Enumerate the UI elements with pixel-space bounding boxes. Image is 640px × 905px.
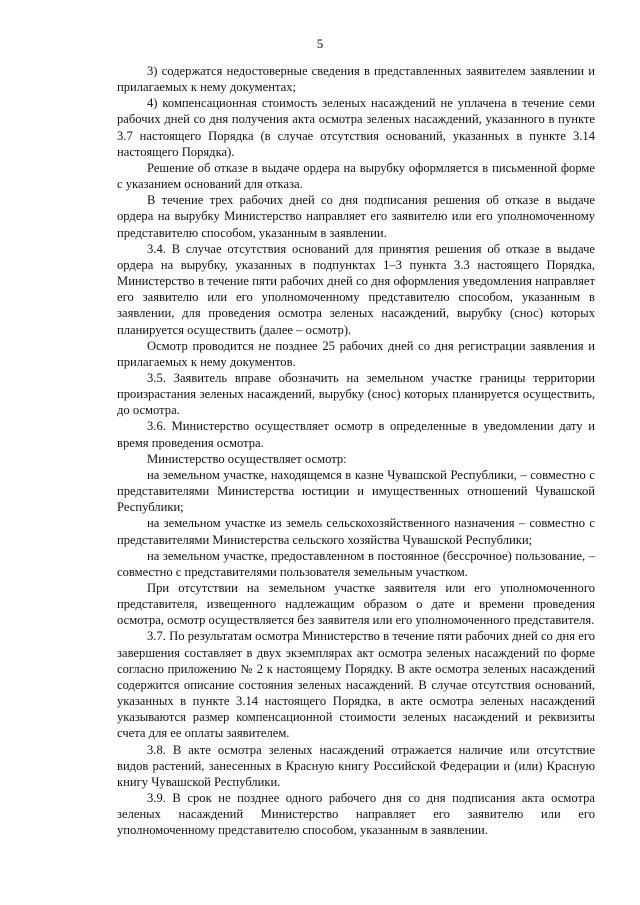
- paragraph: на земельном участке, предоставленном в постоянное (бессрочное) пользование, – совместно с представителями пользователя земельным участком.: [117, 548, 595, 579]
- page-number: 5: [316, 36, 324, 51]
- paragraph: При отсутствии на земельном участке заявителя или его уполномоченного представителя, извещенного надлежащим образом о дате и времени проведения осмотра, осмотр осуществляется без заявителя или его уполномоченного представителя.: [117, 581, 595, 628]
- body-text: [117, 63, 595, 839]
- paragraph: В течение трех рабочих дней со дня подписания решения об отказе в выдаче ордера на вырубку Министерство направляет его заявителю или его уполномоченному представителю способом, указанным в заявлении.: [117, 193, 595, 240]
- paragraph: 3.7. По результатам осмотра Министерство в течение пяти рабочих дней со дня его завершения составляет в двух экземплярах акт осмотра зеленых насаждений по форме согласно приложению № 2 к настоящему Порядку. В акте осмотра зеленых насаждений содержится описание состояния зеленых насаждений. В случае отсутствия оснований, указанных в пункте 3.14 настоящего Порядка, в акте осмотра зеленых насаждений указываются размер компенсационной стоимости зеленых насаждений и реквизиты счета для ее оплаты заявителем.: [117, 629, 595, 741]
- paragraph: Министерство осуществляет осмотр:: [147, 451, 347, 466]
- paragraph: 3) содержатся недостоверные сведения в представленных заявителем заявлении и прилагаемых к нему документах;: [117, 64, 595, 95]
- paragraph: 3.8. В акте осмотра зеленых насаждений отражается наличие или отсутствие видов растений, занесенных в Красную книгу Российской Федерации и (или) Красную книгу Чувашской Республики.: [117, 742, 595, 789]
- paragraph: 3.9. В срок не позднее одного рабочего дня со дня подписания акта осмотра зеленых насаждений Министерство направляет его заявителю или его уполномоченному представителю способом, указанным в заявлении.: [117, 791, 595, 838]
- paragraph: Осмотр проводится не позднее 25 рабочих дней со дня регистрации заявления и прилагаемых к нему документов.: [117, 338, 595, 369]
- paragraph: 3.6. Министерство осуществляет осмотр в определенные в уведомлении дату и время проведения осмотра.: [117, 419, 595, 450]
- paragraph: 4) компенсационная стоимость зеленых насаждений не уплачена в течение семи рабочих дней со дня получения акта осмотра зеленых насаждений, указанного в пункте 3.7 настоящего Порядка (в случае отсутствия оснований, указанных в пункте 3.14 настоящего Порядка).: [117, 96, 595, 159]
- paragraph: на земельном участке, находящемся в казне Чувашской Республики, – совместно с представителями Министерства юстиции и имущественных отношений Чувашской Республики;: [117, 467, 595, 515]
- paragraph: 3.4. В случае отсутствия оснований для принятия решения об отказе в выдаче ордера на вырубку, указанных в подпунктах 1–3 пункта 3.3 настоящего Порядка, Министерство в течение пяти рабочих дней со дня оформления уведомления направляет его заявителю или его уполномоченному представителю способом, указанным в заявлении, для проведения осмотра зеленых насаждений, вырубку (снос) которых планируется осуществить (далее – осмотр).: [117, 241, 595, 337]
- paragraph: Решение об отказе в выдаче ордера на вырубку оформляется в письменной форме с указанием оснований для отказа.: [117, 160, 595, 192]
- paragraph: 3.5. Заявитель вправе обозначить на земельном участке границы территории произрастания зеленых насаждений, вырубку (снос) которых планируется осуществить, до осмотра.: [117, 370, 595, 418]
- paragraph: на земельном участке из земель сельскохозяйственного назначения – совместно с представителями Министерства сельского хозяйства Чувашской Республики;: [117, 516, 595, 547]
